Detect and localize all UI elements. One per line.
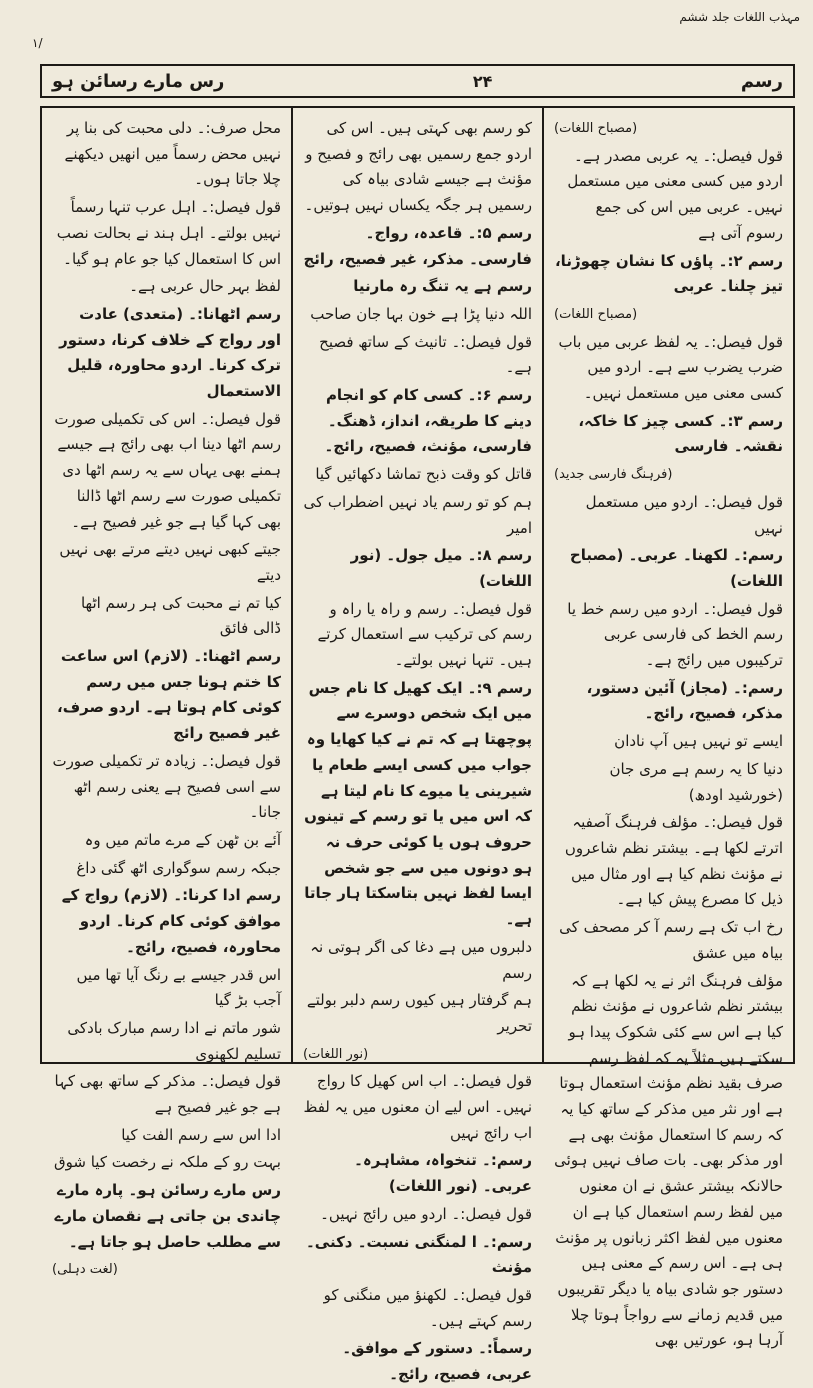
entry-paragraph: قول فیصل:۔ اس کی تکمیلی صورت رسم اٹھا دینا اب بھی رائج ہے جیسے ہمنے بھی یہاں سے یہ رسم اٹھا دی تکمیلی صورت سے رسم اٹھا ڈالنا بھی کہا گیا ہے جو غیر فصیح ہے۔ xyxy=(54,409,281,531)
entry-paragraph: جیتے کبھی نہیں دیتے مرتے بھی نہیں دیتے xyxy=(59,540,281,584)
entry-paragraph: رسم:۔ تنخواہ، مشاہرہ۔ عربی۔ (نور اللغات) xyxy=(354,1151,532,1196)
entry-paragraph: ہم کو تو رسم یاد نہیں اضطراب کی امیر xyxy=(303,492,532,537)
entry-paragraph: ادا اس سے رسم الفت کیا xyxy=(121,1125,281,1144)
entry-paragraph: کیا تم نے محبت کی ہر رسم اٹھا ڈالی فائق xyxy=(80,593,281,638)
entry-paragraph: رسم:۔ (مجاز) آئین دستور، مذکر، فصیح، رائج۔ xyxy=(586,678,783,723)
entry-paragraph: (مصباح اللغات) xyxy=(554,306,638,322)
entry-paragraph: رسم ۹:۔ ایک کھیل کا نام جس میں ایک شخص دوسرے سے پوچھتا ہے کہ تم نے کیا کھایا وہ جواب میں کسی ایسے طعام یا شیرینی یا میوے کا نام لیتا ہے کہ اس میں یا تو رسم کے تینوں حروف ہوں یا کوئی حرف نہ ہو دونوں میں سے جو شخص ایسا لفظ نہیں بتاسکتا ہار جاتا ہے۔ xyxy=(304,678,532,929)
column-left xyxy=(42,108,293,1278)
book-title-note: مہذب اللغات جلد ششم xyxy=(679,10,800,24)
entry-paragraph: جبکہ رسم سوگواری اٹھ گئی داغ xyxy=(76,858,281,877)
entry-paragraph: رسم ۳:۔ کسی چیز کا خاکہ، نقشہ۔ فارسی xyxy=(578,411,783,456)
entry-paragraph: قول فیصل:۔ مؤلف فرہنگ آصفیہ اترتے لکھا ہے۔ بیشتر نظم شاعروں نے مؤنث نظم کیا ہے اور مثال میں ذیل کا مصرع پیش کیا ہے۔ xyxy=(564,813,783,909)
entry-paragraph: محل صرف:۔ دلی محبت کی بنا پر نہیں محض رسماً میں انھیں دیکھنے چلا جاتا ہوں۔ xyxy=(64,119,281,189)
header-left-phrase: رس مارے رسائن ہو xyxy=(52,70,225,92)
column-right xyxy=(544,108,793,1350)
entry-paragraph: ہم گرفتار ہیں کیوں رسم دلبر بولتے تحریر xyxy=(306,991,532,1035)
entry-paragraph: قول فیصل:۔ یہ لفظ عربی میں باب ضرب یضرب سے ہے۔ اردو میں کسی معنی میں مستعمل نہیں۔ xyxy=(558,332,783,403)
entry-paragraph: مؤلف فرہنگ اثر نے یہ لکھا ہے کہ بیشتر نظم شاعروں نے مؤنث نظم کیا ہے اس سے کئی شکوک پیدا ہو سکتے ہیں مثلاً یہ کہ لفظ رسم صرف بقید نظم مؤنث استعمال ہوتا ہے اور نثر میں مذکر کے ساتھ کیا یہ کہ رسم کا استعمال مؤنث بھی ہے اور مذکر بھی۔ بات صاف نہیں ہوئی حالانکہ بیشتر عشق نے ان معنوں میں لفظ رسم استعمال کیا ہے ان معنوں میں لفظ اکثر زبانوں پر مؤنث ہی ہے۔ اس رسم کے معنی ہیں دستور جو شادی بیاہ یا دیگر تقریبوں میں قدیم زمانے سے رواجاً ہوتا چلا آرہا ہو، عورتیں بھی xyxy=(554,971,783,1350)
entry-paragraph: (مصباح اللغات) xyxy=(554,121,638,136)
entry-paragraph: رسم:۔ لکھنا۔ عربی۔ (مصباح اللغات) xyxy=(569,546,783,590)
page-header xyxy=(40,64,795,98)
entry-paragraph: قول فیصل:۔ زیادہ تر تکمیلی صورت سے اسی فصیح ہے یعنی رسم اٹھ جانا۔ xyxy=(52,751,281,822)
entry-paragraph: قول فیصل:۔ اہل عرب تنہا رسماً نہیں بولتے۔ اہل ہند نے بحالت نصب اس کا استعمال کیا جو عام ہو گیا۔ xyxy=(56,198,281,268)
entry-paragraph: رسم اٹھانا:۔ (متعدی) عادت اور رواج کے خلاف کرنا، دستور ترک کرنا۔ اردو محاورہ، قلیل الاستعمال xyxy=(59,304,281,401)
entry-paragraph: (فرہنگ فارسی جدید) xyxy=(554,467,673,483)
entry-paragraph: رسم ۸:۔ میل جول۔ (نور اللغات) xyxy=(350,546,532,590)
entry-paragraph: قول فیصل:۔ لکھنؤ میں منگنی کو رسم کہتے ہیں۔ xyxy=(323,1285,532,1330)
entry-paragraph: دنیا کا یہ رسم ہے مری جان (خورشید اودھ) xyxy=(609,759,783,804)
entry-paragraph: قول فیصل:۔ اردو میں مستعمل نہیں xyxy=(585,492,783,537)
entry-paragraph: رسم:۔ ا لمنگنی نسبت۔ دکنی۔ مؤنث xyxy=(306,1232,532,1277)
entry-paragraph: قاتل کو وقت ذبح تماشا دکھائیں گیا xyxy=(315,465,532,484)
entry-paragraph: کو رسم بھی کہتی ہیں۔ اس کی اردو جمع رسمیں بھی رائج و فصیح و مؤنث ہے جیسے شادی بیاہ کی رسمیں ہر جگہ یکساں نہیں ہوتیں۔ xyxy=(304,119,532,215)
entry-paragraph: رسماً:۔ دستور کے موافق۔ عربی، فصیح، رائج۔ xyxy=(342,1339,532,1384)
entry-paragraph: لفظ بہر حال عربی ہے۔ xyxy=(129,277,281,296)
entry-paragraph: رسم ۶:۔ کسی کام کو انجام دینے کا طریقہ، انداز، ڈھنگ۔ فارسی، مؤنث، فصیح، رائج۔ xyxy=(324,386,532,456)
entry-paragraph: رسم ۲:۔ پاؤں کا نشان چھوڑنا، تیز چلنا۔ عربی xyxy=(554,251,783,296)
entry-paragraph: قول فیصل:۔ اردو میں رائج نہیں۔ xyxy=(320,1204,532,1223)
page-number: ۲۴ xyxy=(472,71,493,91)
entry-paragraph: رسم ادا کرنا:۔ (لازم) رواج کے موافق کوئی کام کرنا۔ اردو محاورہ، فصیح، رائج۔ xyxy=(61,886,281,956)
entry-paragraph: قول فیصل:۔ یہ عربی مصدر ہے۔ اردو میں کسی معنی میں مستعمل نہیں۔ عربی میں اس کی جمع رسوم آتی ہے xyxy=(567,146,783,242)
entry-paragraph: رس مارے رسائن ہو۔ پارہ مارے چاندی بن جاتی ہے نقصان مارے سے مطلب حاصل ہو جاتا ہے۔ xyxy=(54,1181,281,1251)
column-middle xyxy=(293,108,544,1384)
entry-paragraph: بہت رو کے ملکہ نے رخصت کیا شوق xyxy=(54,1153,281,1172)
entry-paragraph: اس قدر جیسے بے رنگ آیا تھا میں آجب بڑ گیا xyxy=(76,965,281,1010)
entry-paragraph: آئے بن ٹھن کے مرے ماتم میں وہ xyxy=(84,830,281,849)
header-right-word: رسم xyxy=(740,70,783,92)
page-mark: ۱/ xyxy=(32,36,43,50)
entry-paragraph: قول فیصل:۔ تانیث کے ساتھ فصیح ہے۔ xyxy=(319,332,532,377)
text-columns xyxy=(40,106,795,1384)
entry-paragraph: اللہ دنیا پڑا ہے خون بہا جان صاحب xyxy=(310,304,532,323)
entry-paragraph: شور ماتم نے ادا رسم مبارک بادکی تسلیم لکھنوی xyxy=(67,1018,281,1063)
entry-paragraph: قول فیصل:۔ مذکر کے ساتھ بھی کہا ہے جو غیر فصیح ہے xyxy=(54,1072,281,1117)
entry-paragraph: قول فیصل:۔ اب اس کھیل کا رواج نہیں۔ اس لیے ان معنوں میں یہ لفظ اب رائج نہیں xyxy=(303,1072,532,1142)
entry-paragraph: رخ اب تک ہے رسم آ کر مصحف کی بیاہ میں عشق xyxy=(559,918,783,962)
entry-paragraph: رسم ۵:۔ قاعدہ، رواج۔ فارسی۔ مذکر، غیر فصیح، رائج xyxy=(303,223,532,268)
entry-paragraph: قول فیصل:۔ اردو میں رسم خط یا رسم الخط کی فارسی عربی ترکیبوں میں رائج ہے۔ xyxy=(567,599,783,670)
entry-paragraph: دلبروں میں ہے دغا کی اگر ہوتی نہ رسم xyxy=(310,937,532,982)
entry-paragraph: رسم اٹھنا:۔ (لازم) اس ساعت کا ختم ہونا جس میں رسم کوئی کام ہوتا ہے۔ اردو صرف، غیر فصیح رائج xyxy=(57,647,281,743)
entry-paragraph: قول فیصل:۔ رسم و راہ یا راہ و رسم کی ترکیب سے استعمال کرتے ہیں۔ تنہا نہیں بولتے۔ xyxy=(317,599,532,670)
entry-paragraph: ایسے تو نہیں ہیں آپ نادان xyxy=(614,732,783,751)
entry-paragraph: رسم ہے یہ تنگ رہ مارنیا xyxy=(353,277,532,296)
entry-paragraph: (لغت دہلی) xyxy=(52,1262,118,1278)
entry-paragraph: (نور اللغات) xyxy=(303,1046,369,1062)
